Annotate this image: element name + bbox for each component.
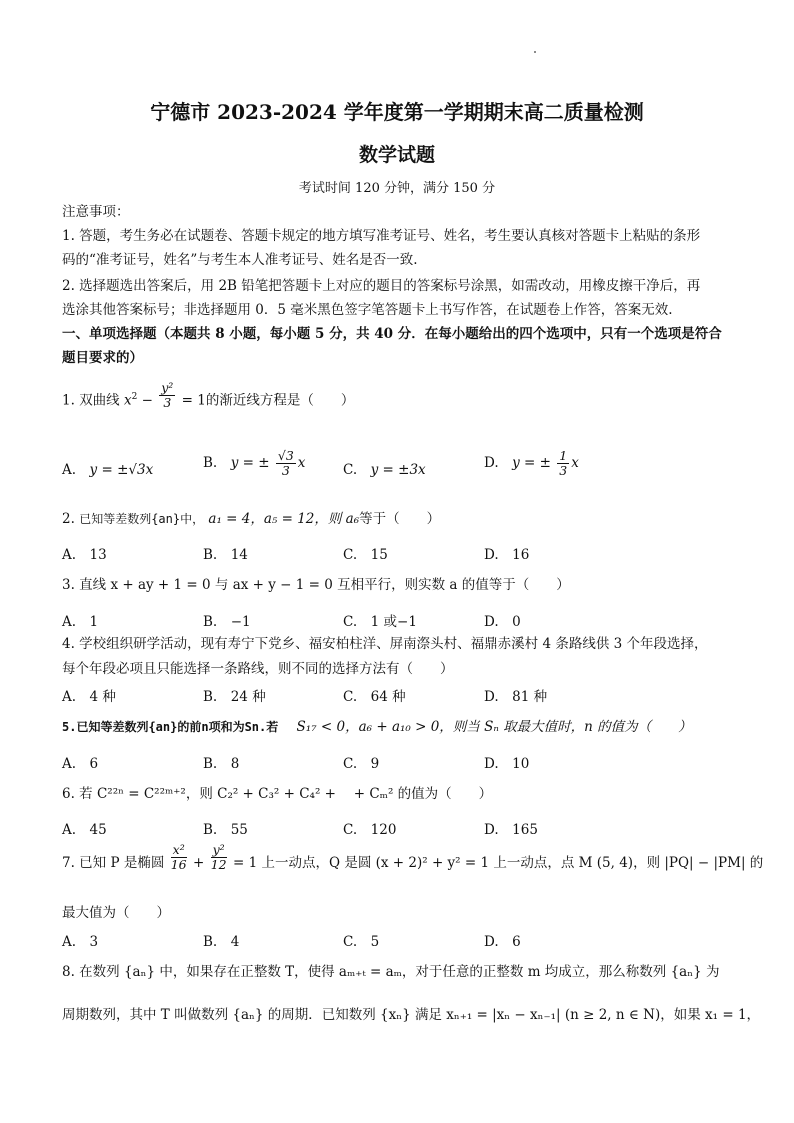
question-1-number: 1.: [62, 392, 75, 409]
question-7: [62, 842, 764, 872]
scan-speck: [534, 51, 536, 53]
question-6: 6. 若 C²²ⁿ = C²²ᵐ⁺²，则 C₂² + C₃² + C₄² + + Cₘ² 的值为（ ）: [62, 786, 493, 802]
question-1-suffix: 的渐近线方程是（ ）: [205, 392, 355, 409]
question-1: [62, 379, 355, 410]
notes-heading: 注意事项：: [62, 204, 130, 220]
q5-option-c[interactable]: C. 9: [343, 756, 380, 772]
q1-option-a[interactable]: A. y = ±√3x: [62, 462, 154, 478]
question-5-handwritten: 5.已知等差数列{an}的前n项和为Sn.若: [62, 720, 279, 734]
q4-option-c[interactable]: C. 64 种: [343, 689, 406, 705]
q3-option-b[interactable]: B. −1: [203, 614, 251, 630]
question-1-frac-num: y²: [161, 379, 174, 395]
question-4-line-1: 4. 学校组织研学活动，现有寿宁下党乡、福安柏柱洋、屏南漈头村、福鼎赤溪村 4 条路线供 3 个年段选择，: [62, 636, 708, 652]
note-2-line-2: 选涂其他答案标号；非选择题用 0．5 毫米黑色签字笔答题卡上书写作答，在试题卷上作答，答案无效.: [62, 302, 673, 318]
question-7-fraction-1: $\frac{\text{x²}}{16}$: [170, 842, 187, 872]
question-1-fraction: [159, 381, 175, 410]
question-1-x: x: [123, 392, 132, 409]
question-2-conditions: a₁ = 4，a₅ = 12，则: [208, 511, 342, 527]
question-1-equals: = 1: [181, 392, 206, 409]
q6-option-d[interactable]: D. 165: [484, 822, 538, 838]
page-subtitle: 数学试题: [358, 144, 435, 166]
question-7-fraction-2: $\frac{\text{y²}}{12}$: [210, 842, 227, 872]
question-7-prefix: 7. 已知 P 是椭圆: [62, 855, 165, 871]
question-7-plus: +: [193, 855, 205, 871]
q6-option-a[interactable]: A. 45: [62, 822, 107, 838]
q3-option-c[interactable]: C. 1 或−1: [343, 614, 417, 630]
question-5: [62, 718, 692, 736]
q2-option-a[interactable]: A. 13: [62, 547, 107, 563]
q2-option-c[interactable]: C. 15: [343, 547, 388, 563]
q6-option-b[interactable]: B. 55: [203, 822, 248, 838]
exam-info: 考试时间 120 分钟，满分 150 分: [298, 181, 496, 196]
q7-option-d[interactable]: D. 6: [484, 934, 521, 950]
question-3: 3. 直线 x + ay + 1 = 0 与 ax + y − 1 = 0 互相平行，则实数 a 的值等于（ ）: [62, 577, 570, 593]
question-2-suffix: 等于（ ）: [359, 511, 441, 527]
question-8-line-2: 周期数列，其中 T 叫做数列 {aₙ} 的周期．已知数列 {xₙ} 满足 xₙ₊₁ = |xₙ − xₙ₋₁| (n ≥ 2, n ∈ N)，如果 x₁ = 1，: [62, 1007, 761, 1023]
section-1-heading-line-1: 一、单项选择题（本题共 8 小题，每小题 5 分，共 40 分．在每小题给出的四个选项中，只有一个选项是符合: [62, 326, 722, 342]
q5-option-a[interactable]: A. 6: [62, 756, 99, 772]
question-4-line-2: 每个年段必项且只能选择一条路线，则不同的选择方法有（ ）: [62, 661, 454, 677]
q6-option-c[interactable]: C. 120: [343, 822, 397, 838]
q2-option-b[interactable]: B. 14: [203, 547, 248, 563]
q1-option-c[interactable]: C. y = ±3x: [343, 462, 426, 478]
note-1-line-1: 1. 答题，考生务必在试题卷、答题卡规定的地方填写准考证号、姓名，考生要认真核对答题卡上粘贴的条形: [62, 228, 701, 244]
q3-option-a[interactable]: A. 1: [62, 614, 99, 630]
q5-option-b[interactable]: B. 8: [203, 756, 240, 772]
question-1-prefix: 双曲线: [79, 392, 120, 409]
question-2-handwritten: 已知等差数列{an}中，: [79, 512, 205, 526]
q2-option-d[interactable]: D. 16: [484, 547, 530, 563]
q7-option-b[interactable]: B. 4: [203, 934, 240, 950]
question-7-suffix: = 1 上一动点，Q 是圆 (x + 2)² + y² = 1 上一动点，点 M (5, 4)，则 |PQ| − |PM| 的: [232, 855, 764, 871]
question-7-line-2: 最大值为（ ）: [62, 905, 170, 921]
q7-option-a[interactable]: A. 3: [62, 934, 99, 950]
question-2-term: a₆: [345, 511, 360, 527]
question-1-frac-den: 3: [163, 394, 172, 410]
q1-option-d[interactable]: D. y = ± $\frac{1}{3}$ x: [484, 448, 579, 478]
question-1-minus: −: [141, 392, 153, 409]
section-1-heading-line-2: 题目要求的）: [62, 350, 143, 366]
question-1-square: 2: [131, 392, 138, 402]
question-5-conditions: S₁₇ < 0，a₆ + a₁₀ > 0，则当 Sₙ 取最大值时，n 的值为（ ）: [296, 719, 692, 735]
note-2-line-1: 2. 选择题选出答案后，用 2B 铅笔把答题卡上对应的题目的答案标号涂黑，如需改动，用橡皮擦干净后，再: [62, 278, 701, 294]
page-title: 宁德市 2023-2024 学年度第一学期期末高二质量检测: [150, 100, 644, 124]
q7-option-c[interactable]: C. 5: [343, 934, 380, 950]
q3-option-d[interactable]: D. 0: [484, 614, 521, 630]
question-2: [62, 510, 440, 528]
q4-option-a[interactable]: A. 4 种: [62, 689, 116, 705]
q4-option-b[interactable]: B. 24 种: [203, 689, 266, 705]
q4-option-d[interactable]: D. 81 种: [484, 689, 548, 705]
question-8-line-1: 8. 在数列 {aₙ} 中，如果存在正整数 T，使得 aₘ₊ₜ = aₘ，对于任意的正整数 m 均成立，那么称数列 {aₙ} 为: [62, 964, 720, 980]
question-2-number: 2.: [62, 511, 75, 527]
q5-option-d[interactable]: D. 10: [484, 756, 530, 772]
note-1-line-2: 码的“准考证号，姓名”与考生本人准考证号、姓名是否一致.: [62, 252, 418, 268]
q1-option-b[interactable]: B. y = ± $\frac{√3}{3}$ x: [203, 448, 306, 478]
